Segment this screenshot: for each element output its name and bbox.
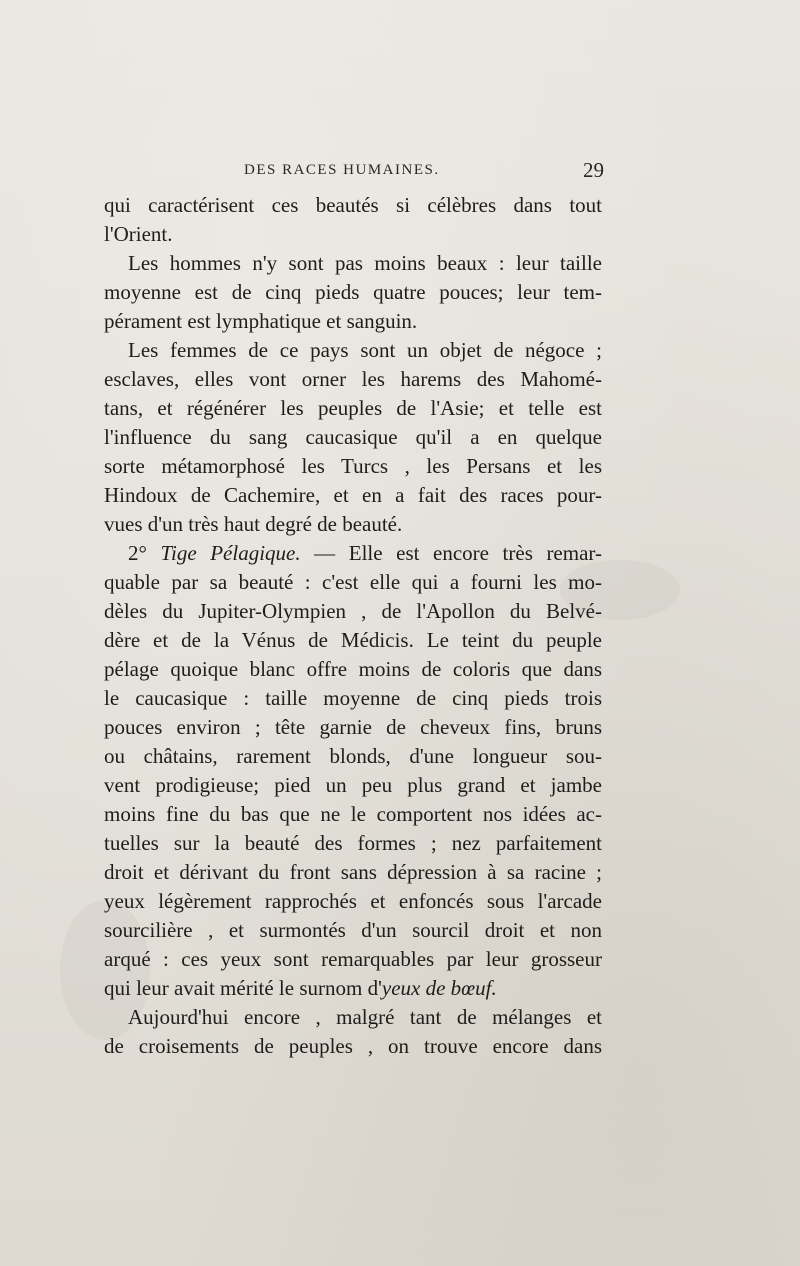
text-line: moyenne est de cinq pieds quatre pouces; leur tem-: [104, 280, 602, 304]
text-line: Les femmes de ce pays sont un objet de négoce ;: [128, 338, 602, 362]
text-line: quable par sa beauté : c'est elle qui a fourni les mo-: [104, 570, 602, 594]
text-line: sourcilière , et surmontés d'un sourcil droit et non: [104, 918, 602, 942]
text-line: l'Orient.: [104, 222, 173, 246]
running-head: [104, 160, 602, 186]
text-line: ou châtains, rarement blonds, d'une longueur sou-: [104, 744, 602, 768]
body-text: [104, 191, 602, 1061]
text-line: le caucasique : taille moyenne de cinq pieds trois: [104, 686, 602, 710]
text-line: pérament est lymphatique et sanguin.: [104, 309, 418, 333]
text-line: Aujourd'hui encore , malgré tant de mélanges et: [128, 1005, 602, 1029]
text-line: dèles du Jupiter-Olympien , de l'Apollon du Belvé-: [104, 599, 602, 623]
text-line: Hindoux de Cachemire, et en a fait des races pour-: [104, 483, 602, 507]
text-line: dère et de la Vénus de Médicis. Le teint du peuple: [104, 628, 602, 652]
text-line: qui leur avait mérité le surnom d'yeux de bœuf.: [104, 976, 497, 1000]
text-line: qui caractérisent ces beautés si célèbres dans tout: [104, 193, 602, 217]
text-line: sorte métamorphosé les Turcs , les Persans et les: [104, 454, 602, 478]
italic-phrase: yeux de bœuf.: [381, 976, 497, 1000]
text-line: arqué : ces yeux sont remarquables par leur grosseur: [104, 947, 602, 971]
text-line: yeux légèrement rapprochés et enfoncés sous l'arcade: [104, 889, 602, 913]
text-line: pélage quoique blanc offre moins de coloris que dans: [104, 657, 602, 681]
running-title: DES RACES HUMAINES.: [244, 162, 440, 178]
text-line: pouces environ ; tête garnie de cheveux fins, bruns: [104, 715, 602, 739]
text-line: tuelles sur la beauté des formes ; nez parfaitement: [104, 831, 602, 855]
section-heading: Tige Pélagique.: [160, 541, 301, 565]
text-line: l'influence du sang caucasique qu'il a en quelque: [104, 425, 602, 449]
text-line: Les hommes n'y sont pas moins beaux : leur taille: [128, 251, 602, 275]
text-line: vent prodigieuse; pied un peu plus grand et jambe: [104, 773, 602, 797]
text-line: 2° Tige Pélagique. — Elle est encore très remar-: [128, 541, 602, 565]
text-line: droit et dérivant du front sans dépression à sa racine ;: [104, 860, 602, 884]
text-line: de croisements de peuples , on trouve encore dans: [104, 1034, 602, 1058]
text-line: vues d'un très haut degré de beauté.: [104, 512, 403, 536]
text-line: esclaves, elles vont orner les harems des Mahomé-: [104, 367, 602, 391]
page-number: 29: [583, 158, 604, 182]
text-line: tans, et régénérer les peuples de l'Asie; et telle est: [104, 396, 602, 420]
text-line: moins fine du bas que ne le comportent nos idées ac-: [104, 802, 602, 826]
